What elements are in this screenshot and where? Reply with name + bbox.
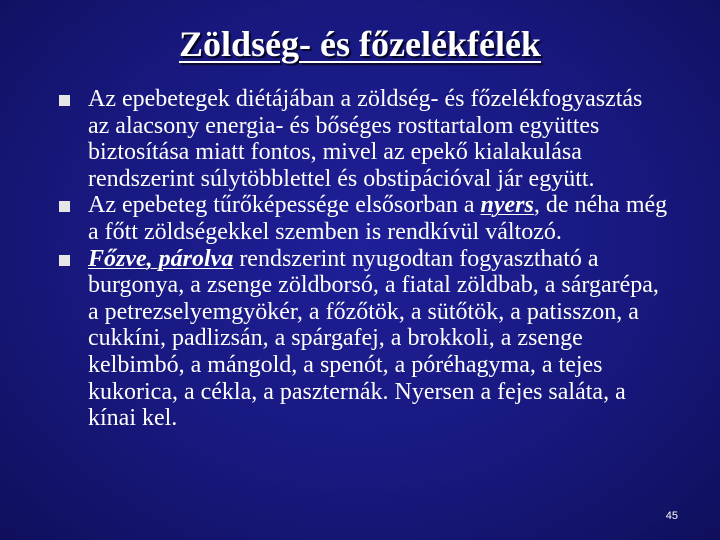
- square-bullet-icon: [59, 255, 70, 266]
- square-bullet-icon: [59, 201, 70, 212]
- bullet-item-2: [0, 192, 668, 245]
- bullet-text-2-before: Az epebeteg tűrőképessége elsősorban a: [88, 192, 481, 219]
- bullet-text-2-after: , de néha még a főtt zöldségekkel szemben is rendkívül változó.: [88, 192, 668, 245]
- bullet-text-2: [88, 192, 668, 245]
- slide-title: Zöldség- és főzelékfélék: [179, 24, 541, 64]
- bullet-text-3: [88, 246, 668, 432]
- bullet-text-1-body: Az epebetegek diétájában a zöldség- és főzelékfogyasztás az alacsony energia- és bőséges rosttartalom együttes biztosítása miatt fontos, mivel az epekő kialakulása rendszerint súlytöbblettel és obstipációval jár együtt.: [88, 86, 643, 192]
- bullet-text-3-emphasis: Főzve, párolva: [88, 245, 234, 272]
- page-number: 45: [665, 510, 678, 522]
- bullet-item-1: [0, 86, 668, 192]
- bullet-item-3: [0, 246, 668, 432]
- bullet-list: [0, 86, 720, 432]
- bullet-text-1: [88, 86, 668, 192]
- square-bullet-icon: [59, 95, 70, 106]
- bullet-text-3-after: rendszerint nyugodtan fogyasztható a burgonya, a zsenge zöldborsó, a fiatal zöldbab, a sárgarépa, a petrezselyemgyökér, a főzőtök, a sütőtök, a patisszon, a cukkíni, padlizsán, a spárgafej, a brokkoli, a zsenge kelbimbó, a mángold, a spenót, a póréhagyma, a tejes kukorica, a cékla, a paszternák. Nyersen a fejes saláta, a kínai kel.: [88, 245, 659, 432]
- bullet-text-2-emphasis: nyers: [480, 192, 534, 219]
